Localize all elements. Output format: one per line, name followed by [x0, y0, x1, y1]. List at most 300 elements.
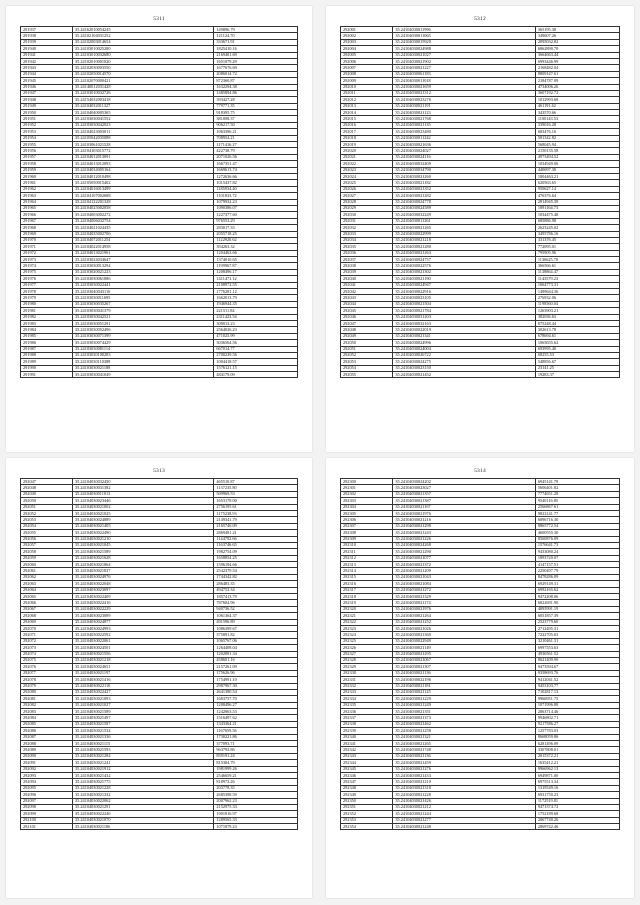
table-cell: 291968	[21, 225, 73, 231]
table-cell: 35.24104030021433	[393, 772, 535, 778]
table-cell: 35.24140012031428	[73, 84, 214, 90]
table-cell: 35.24104030024268	[393, 542, 535, 548]
table-cell: 292051	[21, 504, 73, 510]
table-cell: 292344	[341, 760, 393, 766]
table-cell: 292083	[21, 709, 73, 715]
table-cell: 393427.28	[214, 97, 298, 103]
table-cell: 35.24104030023089	[73, 613, 214, 619]
table-cell: 35.24104030021043	[393, 574, 535, 580]
table-cell: 292027	[341, 193, 393, 199]
table-cell: 292343	[341, 753, 393, 759]
table-cell: 35.24104030021248	[393, 824, 535, 830]
table-cell: 291972	[21, 250, 73, 256]
table-cell: 382036.63	[535, 314, 619, 320]
table-cell: 35.24104030021115	[73, 741, 214, 747]
table-cell: 292054	[341, 365, 393, 371]
table-cell: 1662013.79	[214, 295, 298, 301]
table-cell: 35.24104030021351	[393, 709, 535, 715]
table-cell: 292048	[21, 485, 73, 491]
table-cell: 6896716.30	[535, 517, 619, 523]
table-cell: 1946944.35	[214, 301, 298, 307]
table-cell: 35.24104030021093	[73, 696, 214, 702]
table-cell: 291985	[21, 333, 73, 339]
table-cell: 292314	[341, 568, 393, 574]
table-cell: 292030	[341, 212, 393, 218]
table-cell: 149896.79	[214, 27, 298, 33]
table-cell: 35.24104030022427	[73, 689, 214, 695]
table-cell: 331376.45	[535, 237, 619, 243]
table-cell: 292079	[21, 683, 73, 689]
table-cell: 1071996.88	[535, 702, 619, 708]
table-cell: 2814945.39	[535, 199, 619, 205]
table-cell: 35.24105042035088	[73, 135, 214, 141]
table-cell: 2015372.21	[535, 753, 619, 759]
table-cell: 292090	[21, 753, 73, 759]
table-cell: 1012993.68	[535, 97, 619, 103]
table-cell: 35.24104030011065	[393, 33, 535, 39]
table-cell: 35.24104030022576	[393, 263, 535, 269]
table-cell: 9358693.76	[535, 670, 619, 676]
table-cell: 292016	[341, 122, 393, 128]
table-cell: 35.24104030061183	[393, 71, 535, 77]
table-cell: 35.24104030021405	[73, 523, 214, 529]
table-cell: 2756195.61	[214, 504, 298, 510]
table-cell: 292328	[341, 657, 393, 663]
table-cell: 35.24104030021589	[73, 549, 214, 555]
table-cell: 2566867.61	[535, 504, 619, 510]
table-cell: 35.24104030024877	[73, 619, 214, 625]
table-cell: 35.24104030021197	[73, 670, 214, 676]
table-cell: 465510.87	[214, 479, 298, 485]
table-cell: 667014.77	[214, 346, 298, 352]
table-cell: 292081	[21, 696, 73, 702]
table-cell: 1208496.17	[214, 269, 298, 275]
table-cell: 35.24104030021628	[73, 555, 214, 561]
table-cell: 35.24104030021258	[393, 728, 535, 734]
table-cell: 292028	[341, 199, 393, 205]
table-cell: 35.24104030031382	[73, 485, 214, 491]
table-cell: 1064773.31	[535, 282, 619, 288]
table-cell: 35.24104030024778	[393, 199, 535, 205]
table-cell: 35.24104030022229	[73, 606, 214, 612]
table-cell: 35.24104030021976	[393, 510, 535, 516]
table-cell: 1175238.93	[214, 510, 298, 516]
table-cell: 292354	[341, 824, 393, 830]
table-cell: 292073	[21, 645, 73, 651]
table-cell: 1004463.21	[535, 173, 619, 179]
table-cell: 1576121.15	[214, 365, 298, 371]
table-cell: 35.24104030021276	[393, 766, 535, 772]
table-cell: 291960	[21, 173, 73, 179]
table-cell: 292013	[341, 103, 393, 109]
table-cell: 494753.34	[214, 587, 298, 593]
table-cell: 2311423.54	[214, 314, 298, 320]
table-cell: 2623245.02	[535, 225, 619, 231]
table-cell: 35.24104030024889	[73, 517, 214, 523]
table-cell: 795905.96	[535, 250, 619, 256]
table-cell: 292319	[341, 600, 393, 606]
table-cell: 875248.44	[535, 320, 619, 326]
table-cell: 35.24104022014958	[73, 244, 214, 250]
table-cell: 292053	[21, 517, 73, 523]
table-cell: 292025	[341, 180, 393, 186]
table-cell: 23141.25	[535, 365, 619, 371]
table-cell: 35.24104030021416	[73, 677, 214, 683]
table-cell: 2685398.59	[214, 792, 298, 798]
table-cell: 35.24102010001020	[73, 58, 214, 64]
table-cell: 292046	[341, 314, 393, 320]
table-cell: 35.24104107002688	[73, 193, 214, 199]
table-cell: 292050	[21, 498, 73, 504]
table-cell: 35.24104030021432	[73, 772, 214, 778]
table-cell: 291958	[21, 161, 73, 167]
table-cell: 1576641.73	[535, 542, 619, 548]
table-cell: 859191.24	[214, 753, 298, 759]
table-cell: 292061	[21, 568, 73, 574]
table-cell: 35.24104030021497	[73, 715, 214, 721]
table-cell: 291955	[21, 142, 73, 148]
table-cell: 35.24104025002058	[73, 205, 214, 211]
table-cell: 292316	[341, 581, 393, 587]
table-cell: 35.24104030021534	[73, 728, 214, 734]
table-cell: 381008.37	[214, 116, 298, 122]
table-cell: 2542379.54	[214, 568, 298, 574]
table-cell: 1065767.06	[214, 638, 298, 644]
table-cell: 1667351.47	[214, 161, 298, 167]
table-cell: 471025.99	[214, 333, 298, 339]
table-cell: 35.24103010032726	[73, 90, 214, 96]
table-cell: 292068	[21, 613, 73, 619]
table-cell: 7774651.28	[535, 491, 619, 497]
table-cell: 1981999.26	[214, 766, 298, 772]
table-cell: 292325	[341, 638, 393, 644]
table-cell: 292340	[341, 734, 393, 740]
table-cell: 292045	[341, 308, 393, 314]
table-cell: 292044	[341, 301, 393, 307]
table-cell: 292346	[341, 772, 393, 778]
table-cell: 2071026.56	[214, 154, 298, 160]
table-cell: 2108972.55	[214, 282, 298, 288]
table-cell: 1061364.37	[214, 613, 298, 619]
table-cell: 1635412.21	[535, 760, 619, 766]
table-cell: 1374010.65	[214, 257, 298, 263]
table-cell: 1015437.82	[214, 180, 298, 186]
table-cell: 292301	[341, 485, 393, 491]
table-cell: 292057	[21, 542, 73, 548]
table-cell: 1744342.82	[214, 574, 298, 580]
table-cell: 292318	[341, 594, 393, 600]
table-cell: 35.24104030021002	[73, 504, 214, 510]
table-cell: 35.24104030021659	[393, 84, 535, 90]
table-cell: 548856.67	[535, 359, 619, 365]
table-cell: 1100143.53	[535, 116, 619, 122]
table-cell: 292330	[341, 670, 393, 676]
table-cell: 1632294.38	[214, 84, 298, 90]
table-cell: 35.24104030024757	[393, 257, 535, 263]
table-cell: 291957	[21, 154, 73, 160]
table-cell: 950627.14	[535, 186, 619, 192]
table-cell: 2149341.79	[214, 517, 298, 523]
table-cell: 292305	[341, 510, 393, 516]
table-cell: 35.24104030024027	[393, 148, 535, 154]
table-cell: 35.24103030081114	[73, 346, 214, 352]
table-cell: 3210461.31	[535, 638, 619, 644]
table-cell: 35.24103030035267	[73, 301, 214, 307]
table-cell: 35.24104030022048	[73, 581, 214, 587]
table-cell: 35.24103030041049	[73, 372, 214, 378]
table-cell: 291953	[21, 129, 73, 135]
table-cell: 1516497.62	[214, 715, 298, 721]
table-cell: 366566.61	[535, 263, 619, 269]
table-cell: 292011	[341, 90, 393, 96]
table-cell: 291940	[21, 46, 73, 52]
table-cell: 35.24104030021123	[393, 110, 535, 116]
table-cell: 291946	[21, 84, 73, 90]
table-cell: 2007962.23	[214, 798, 298, 804]
table-cell: 292312	[341, 555, 393, 561]
table-cell: 35.24104030021226	[393, 536, 535, 542]
table-cell: 1138864.47	[535, 269, 619, 275]
table-cell: 292342	[341, 747, 393, 753]
table-cell: 292317	[341, 587, 393, 593]
table-cell: 292353	[341, 817, 393, 823]
table-cell: 292074	[21, 651, 73, 657]
table-cell: 35.24104030021282	[393, 193, 535, 199]
table-cell: 291988	[21, 352, 73, 358]
table-cell: 35.24104030021302	[393, 269, 535, 275]
table-cell: 292001	[341, 27, 393, 33]
table-cell: 35.24104030021360	[393, 632, 535, 638]
table-cell: 291981	[21, 308, 73, 314]
table-cell: 35.24104030022061	[73, 638, 214, 644]
table-cell: 35.24103030061886	[73, 276, 214, 282]
table-cell: 35.24104030021218	[393, 237, 535, 243]
table-cell: 292063	[21, 581, 73, 587]
table-cell: 291954	[21, 135, 73, 141]
table-cell: 35.24104030021837	[73, 568, 214, 574]
table-cell: 440697.30	[535, 167, 619, 173]
table-cell: 292307	[341, 523, 393, 529]
table-cell: 3664663.44	[535, 52, 619, 58]
table-cell: 292302	[341, 491, 393, 497]
table-cell: 292313	[341, 562, 393, 568]
table-cell: 291943	[21, 65, 73, 71]
table-cell: 292015	[341, 116, 393, 122]
table-cell: 35.24104030024651	[73, 664, 214, 670]
table-cell: 291965	[21, 205, 73, 211]
table-cell: 1227377.60	[214, 212, 298, 218]
table-cell: 9433080.24	[535, 549, 619, 555]
table-cell: 292049	[21, 491, 73, 497]
table-cell: 292096	[21, 792, 73, 798]
table-cell: 292037	[341, 257, 393, 263]
table-cell: 976553.29	[214, 218, 298, 224]
table-cell: 1677676.69	[214, 65, 298, 71]
table-cell: 35.24104030021186	[73, 824, 214, 830]
table-cell: 4973494.52	[535, 154, 619, 160]
table-cell: 292087	[21, 734, 73, 740]
table-cell: 291937	[21, 27, 73, 33]
table-cell: 292047	[21, 479, 73, 485]
table-cell: 292021	[341, 154, 393, 160]
table-cell: 35.24104030021174	[393, 600, 535, 606]
table-cell: 19283.37	[535, 372, 619, 378]
table-cell: 8560876.09	[535, 536, 619, 542]
table-cell: 35.24104030021290	[393, 549, 535, 555]
table-cell: 1893720.07	[535, 555, 619, 561]
table-cell: 283017.33	[214, 225, 298, 231]
table-cell: 292093	[21, 772, 73, 778]
table-cell: 35.24104030024988	[393, 46, 535, 52]
table-cell: 291983	[21, 320, 73, 326]
table-cell: 35.24104030021084	[393, 581, 535, 587]
table-cell: 1090386.07	[214, 205, 298, 211]
document-page-2	[326, 6, 634, 452]
table-cell: 1263903.21	[535, 308, 619, 314]
table-cell: 35.24104030011018	[393, 78, 535, 84]
table-cell: 291990	[21, 365, 73, 371]
table-cell: 35.24104030021229	[393, 696, 535, 702]
table-cell: 291989	[21, 359, 73, 365]
table-cell: 292101	[21, 824, 73, 830]
table-cell: 35.24104030021149	[393, 645, 535, 651]
table-cell: 292323	[341, 625, 393, 631]
table-cell: 1289565.33	[214, 817, 298, 823]
table-cell: 291970	[21, 237, 73, 243]
table-cell: 35.24104030011261	[393, 218, 535, 224]
table-cell: 35.24103061021528	[73, 142, 214, 148]
table-cell: 292005	[341, 52, 393, 58]
table-cell: 292304	[341, 504, 393, 510]
data-table	[20, 478, 298, 830]
table-cell: 35.24154032003418	[73, 97, 214, 103]
table-cell: 2987967.30	[214, 683, 298, 689]
table-cell: 35.24104030022999	[393, 231, 535, 237]
table-cell: 3036564.56	[214, 340, 298, 346]
table-cell: 35.24104030021191	[393, 103, 535, 109]
table-cell: 2641380.54	[214, 689, 298, 695]
table-cell: 35.24104030021387	[393, 498, 535, 504]
table-cell: 35.24104030021216	[393, 517, 535, 523]
table-cell: 35.24104016013499	[73, 186, 214, 192]
table-cell: 292341	[341, 741, 393, 747]
table-cell: 35.24104103015772	[73, 148, 214, 154]
table-cell: 35.24103030042023	[73, 122, 214, 128]
table-cell: 35.24102003014654	[73, 39, 214, 45]
table-cell: 292043	[341, 295, 393, 301]
table-cell: 35.24104030023097	[73, 587, 214, 593]
table-cell: 35.24104030021321	[393, 734, 535, 740]
table-cell: 35.24104030021265	[393, 741, 535, 747]
table-cell: 35.24104030023446	[73, 498, 214, 504]
table-cell: 292095	[21, 785, 73, 791]
table-cell: 292039	[341, 269, 393, 275]
table-cell: 292029	[341, 205, 393, 211]
table-cell: 300013.23	[214, 320, 298, 326]
table-cell: 35.24104030022592	[73, 632, 214, 638]
table-cell: 292070	[21, 625, 73, 631]
table-cell: 35.24104030021556	[73, 651, 214, 657]
table-cell: 35.24104030024275	[393, 359, 535, 365]
document-page-1	[6, 6, 312, 452]
table-cell: 2152975.33	[214, 804, 298, 810]
table-cell: 35.24104030024501	[73, 645, 214, 651]
table-cell: 1034949.06	[535, 161, 619, 167]
table-cell: 292089	[21, 747, 73, 753]
table-cell: 9453103.77	[535, 683, 619, 689]
table-cell: 35.24103040043116	[73, 289, 214, 295]
table-cell: 2063714.46	[535, 709, 619, 715]
table-cell: 9966962.13	[535, 766, 619, 772]
table-cell: 291961	[21, 180, 73, 186]
table-cell: 35.24102070000421	[73, 78, 214, 84]
table-cell: 35.24103020021223	[73, 269, 214, 275]
table-cell: 291949	[21, 103, 73, 109]
table-cell: 6993446.99	[535, 58, 619, 64]
table-cell: 1122920.62	[214, 237, 298, 243]
table-cell: 6281496.09	[535, 741, 619, 747]
table-cell: 292023	[341, 167, 393, 173]
table-cell: 1319549.16	[535, 785, 619, 791]
table-cell: 292055	[341, 372, 393, 378]
table-cell: 35.24104030021332	[73, 792, 214, 798]
table-cell: 35.24104030021209	[393, 568, 535, 574]
table-cell: 35.24104030021587	[73, 721, 214, 727]
table-cell: 35.24104030022416	[73, 600, 214, 606]
table-cell: 35.24104030021357	[393, 491, 535, 497]
table-cell: 9217586.27	[535, 721, 619, 727]
table-cell: 1143579.23	[535, 276, 619, 282]
table-cell: 35.24104030021329	[393, 594, 535, 600]
table-cell: 292072	[21, 638, 73, 644]
table-cell: 292099	[21, 811, 73, 817]
table-cell: 1411471.12	[214, 276, 298, 282]
table-cell: 292337	[341, 715, 393, 721]
table-cell: 339016.28	[535, 122, 619, 128]
table-cell: 35.24103010025280	[73, 46, 214, 52]
table-cell: 7222705.63	[535, 632, 619, 638]
table-cell: 291978	[21, 289, 73, 295]
table-cell: 35.24104030021748	[393, 747, 535, 753]
table-cell: 1136625.70	[535, 257, 619, 263]
table-cell: 291944	[21, 71, 73, 77]
table-cell: 291950	[21, 110, 73, 116]
table-cell: 4147157.51	[535, 562, 619, 568]
table-cell: 35.24104030015920	[393, 39, 535, 45]
table-cell: 35.24104003002272	[73, 212, 214, 218]
table-cell: 35.24104030031203	[393, 314, 535, 320]
table-cell: 292309	[341, 536, 393, 542]
table-cell: 6822691.90	[535, 600, 619, 606]
table-cell: 35.24104030021227	[393, 65, 535, 71]
table-cell: 940736.52	[214, 606, 298, 612]
table-cell: 35.24104030021212	[393, 804, 535, 810]
table-cell: 291951	[21, 116, 73, 122]
table-cell: 1065655.62	[535, 340, 619, 346]
table-cell: 35.24104030021277	[393, 817, 535, 823]
table-cell: 35.24104030024976	[73, 574, 214, 580]
table-cell: 8478286.09	[535, 574, 619, 580]
table-cell: 1901816.97	[214, 811, 298, 817]
table-cell: 2150135.58	[535, 148, 619, 154]
page-title: 5313	[153, 468, 165, 474]
table-cell: 292012	[341, 97, 393, 103]
table-cell: 35.24102030003550	[73, 65, 214, 71]
table-cell: 35.24104030021291	[73, 804, 214, 810]
table-cell: 291987	[21, 346, 73, 352]
table-cell: 291959	[21, 167, 73, 173]
table-cell: 35.24104030021244	[393, 811, 535, 817]
